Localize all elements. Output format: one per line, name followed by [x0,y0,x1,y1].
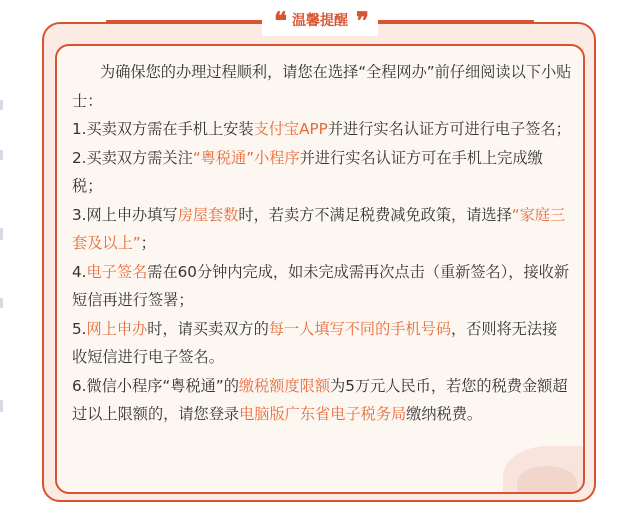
corner-decoration [517,466,577,494]
tip-highlight: “家庭三套及以上” [72,205,566,252]
edge-mark [0,100,3,110]
tip-highlight: 每一人填写不同的手机号码 [268,319,451,338]
edge-mark [0,298,3,308]
tip-text: 时，请买卖双方的 [147,319,269,338]
tip-text: ； [140,234,156,252]
notice-content [72,58,572,429]
tip-item [72,201,572,258]
tip-text: 并进行实名认证方可进行电子签名； [327,120,571,138]
tip-text: 需在60分钟内完成，如未完成需再次点击（重新签名），接收新短信再进行签署； [72,262,570,309]
header-title-box [262,6,378,36]
tip-item [72,258,572,315]
tip-text: 6.微信小程序“粤税通”的 [72,376,239,395]
tip-item [72,115,572,144]
tip-text: 2.买卖双方需关注 [72,148,193,167]
notice-title: 温馨提醒 [292,13,348,29]
tip-highlight: 电脑版广东省电子税务局 [239,405,407,423]
header-divider-left [106,20,262,22]
tip-item [72,372,572,429]
tip-highlight: 电子签名 [86,262,148,281]
tip-highlight: 网上申办 [86,319,148,338]
tip-text: 并进行实名认证方可在手机上完成缴税； [72,148,543,195]
intro-paragraph: 为确保您的办理过程顺利，请您在选择“全程网办”前仔细阅读以下小贴士： [72,63,572,110]
tip-text: ，否则将无法接收短信进行电子签名。 [72,319,558,366]
notice-header [0,6,640,36]
tip-item [72,144,572,201]
tip-text: 缴纳税费。 [406,405,483,423]
header-divider-right [378,20,534,22]
tip-text: 1.买卖双方需在手机上安装 [72,120,254,138]
tip-text: 时，若卖方不满足税费减免政策，请选择 [238,205,512,224]
edge-mark [0,400,3,412]
close-quote-icon: ❞ [356,6,366,35]
tip-highlight: 房屋套数 [177,205,239,224]
tip-text: 4. [72,262,87,281]
open-quote-icon: ❝ [274,6,284,35]
tip-text: 为5万元人民币，若您的税费金额超过以上限额的，请您登录 [72,376,568,423]
tip-text: 3.网上申办填写 [72,205,178,224]
tip-text: 5. [72,319,87,338]
tip-highlight: 缴税额度限额 [238,376,331,395]
tip-highlight: “粤税通”小程序 [192,148,300,167]
edge-mark [0,228,3,240]
tips-list [72,115,572,429]
edge-mark [0,150,3,160]
tip-highlight: 支付宝APP [253,120,328,138]
tip-item [72,315,572,372]
